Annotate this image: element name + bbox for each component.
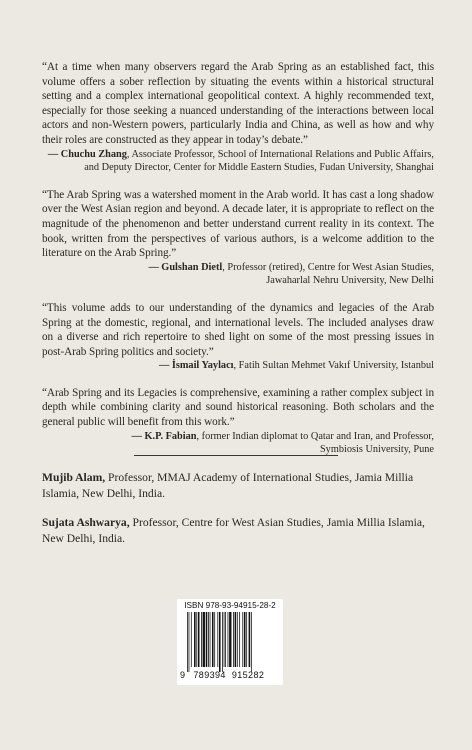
section-divider <box>134 455 338 456</box>
endorser-name: — K.P. Fabian <box>131 430 197 442</box>
endorsement-quote: “This volume adds to our understanding of the dynamics and legacies of the Arab Spring at the domestic, regional, and international levels. The included analyses draw on a diverse and rich repertoire to shed light on some of the most pressing issues in post-Arab Spring politics and society.” <box>42 301 434 358</box>
endorsement-yaylaci <box>42 301 434 373</box>
endorsement-zhang <box>42 60 434 175</box>
ean-digits <box>180 670 280 680</box>
barcode-icon <box>187 612 275 672</box>
ean-first-digit: 9 <box>180 670 186 680</box>
endorsement-dietl <box>42 188 434 288</box>
author-bio-alam <box>42 470 434 501</box>
endorsement-quote: “Arab Spring and its Legacies is comprehensive, examining a rather complex subject in depth while combining clarity and sound historical reasoning. Both scholars and the general public will benefit from this work.” <box>42 386 434 429</box>
endorser-title: , former Indian diplomat to Qatar and Iran, and Professor, <box>196 430 434 442</box>
endorsement-fabian <box>42 386 434 457</box>
author-description: Professor, Centre for West Asian Studies, Jamia Millia Islamia, New Delhi, India. <box>42 516 425 545</box>
endorser-name: — Chuchu Zhang <box>47 148 127 160</box>
endorser-title: , Professor (retired), Centre for West Asian Studies, <box>222 261 434 273</box>
endorser-affiliation: Symbiosis University, Pune <box>319 444 434 456</box>
endorsement-attribution <box>42 430 434 457</box>
isbn-barcode-block <box>177 599 283 685</box>
endorsement-quote: “At a time when many observers regard the Arab Spring as an established fact, this volume offers a sober reflection by situating the events within a historical structural setting and a complex international geopolitical context. A highly recommended text, especially for those seeking a nuanced understanding of the interactions between local actors and non-Western powers, particularly India and China, as well as how and why their roles are constructed as they appear in today’s debate.” <box>42 61 434 146</box>
endorser-title: , Associate Professor, School of International Relations and Public Affairs, <box>126 148 434 160</box>
author-description: Professor, MMAJ Academy of International Studies, Jamia Millia Islamia, New Delhi, India. <box>42 471 414 500</box>
endorsement-attribution <box>42 148 434 175</box>
author-bio-ashwarya <box>42 515 434 546</box>
endorser-affiliation: and Deputy Director, Center for Middle Eastern Studies, Fudan University, Shanghai <box>84 162 434 174</box>
endorser-title: , Fatih Sultan Mehmet Vakıf University, Istanbul <box>233 360 434 372</box>
endorser-name: — Gulshan Dietl <box>148 261 223 273</box>
endorser-name: — İsmail Yaylacı <box>158 360 234 372</box>
isbn-label: ISBN 978-93-94915-28-2 <box>184 601 276 610</box>
ean-group-right: 915282 <box>231 670 265 680</box>
author-bios <box>42 470 434 560</box>
endorsement-attribution <box>42 359 434 373</box>
endorsement-quote: “The Arab Spring was a watershed moment in the Arab world. It has cast a long shadow over the West Asian region and beyond. A decade later, it is appropriate to reflect on the magnitude of the phenomenon and better understand current reality in its context. The book, written from the perspectives of various authors, is a welcome addition to the literature on the Arab Spring.” <box>42 188 434 260</box>
author-name: Mujib Alam, <box>42 471 106 484</box>
ean-group-left: 789394 <box>193 670 226 680</box>
endorsement-attribution <box>42 261 434 288</box>
endorsements <box>42 60 434 470</box>
author-name: Sujata Ashwarya, <box>42 516 130 530</box>
endorser-affiliation: Jawaharlal Nehru University, New Delhi <box>266 275 434 287</box>
